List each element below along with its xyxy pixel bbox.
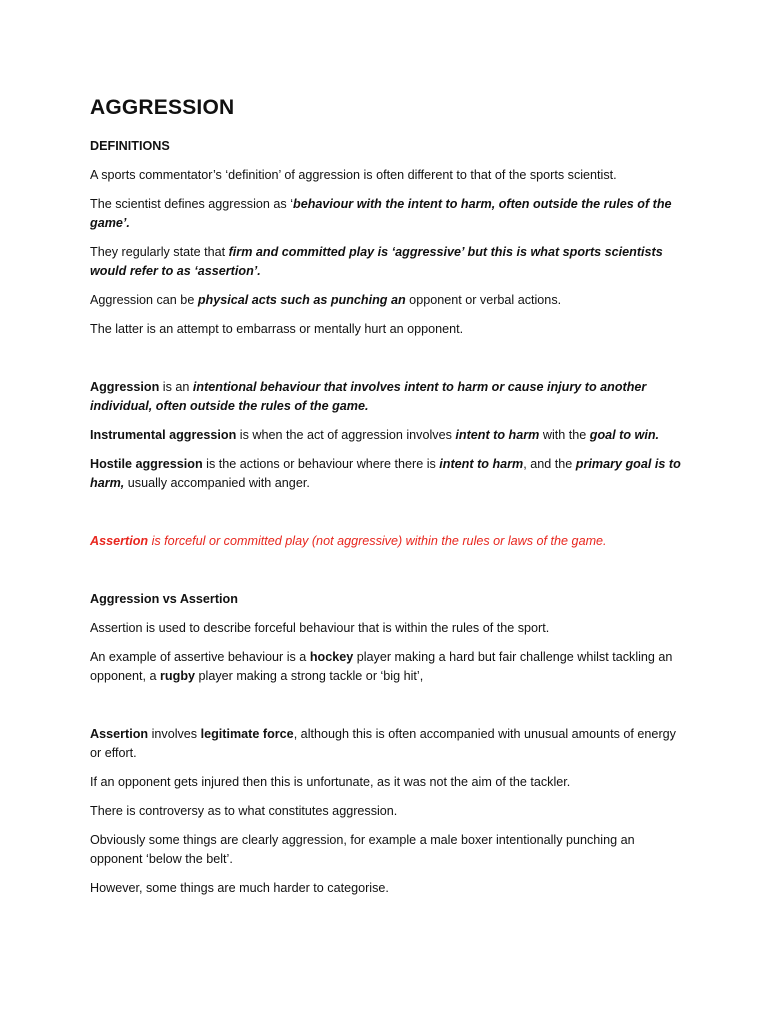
paragraph-latter-embarrass: The latter is an attempt to embarrass or mentally hurt an opponent. [90, 322, 464, 336]
term-run: Assertion [90, 534, 149, 548]
text-run: usually accompanied with anger. [124, 476, 310, 490]
text-run: player making a strong tackle or ‘big hit’, [195, 669, 424, 683]
text-run: opponent or verbal actions. [405, 293, 562, 307]
paragraph-aggression-definition [90, 378, 682, 416]
term-run: rugby [160, 669, 196, 683]
emphasis-run: intent to harm [439, 457, 524, 471]
text-run: is the actions or behaviour where there is [202, 457, 440, 471]
text-run: They regularly state that [90, 245, 229, 259]
emphasis-run: intent to harm [455, 428, 540, 442]
paragraph-assertion-forceful: Assertion is used to describe forceful behaviour that is within the rules of the sport. [90, 621, 550, 635]
definitions-heading: DEFINITIONS [90, 139, 170, 153]
text-run: is an [159, 380, 193, 394]
text-run: is forceful or committed play (not aggressive) within the rules or laws of the game. [148, 534, 607, 548]
paragraph-scientist-definition [90, 195, 682, 233]
text-run: , and the [523, 457, 576, 471]
paragraph-legitimate-force [90, 725, 682, 763]
text-run: Aggression can be [90, 293, 198, 307]
page-title: AGGRESSION [90, 96, 235, 119]
paragraph-physical-acts [90, 291, 682, 310]
text-run: An example of assertive behaviour is a [90, 650, 310, 664]
text-run: , although this is often accompanied with unusual amounts of energy or effort. [90, 727, 676, 760]
document-page [90, 0, 682, 1024]
paragraph-controversy: There is controversy as to what constitutes aggression. [90, 804, 398, 818]
paragraph-hostile-aggression [90, 455, 682, 493]
text-run: with the [539, 428, 590, 442]
term-run: hockey [309, 650, 354, 664]
text-run: player making a hard but fair challenge whilst tackling an opponent, a [90, 650, 673, 683]
emphasis-run: behaviour with the intent to harm, often outside the rules of the game’. [90, 197, 672, 230]
emphasis-run: primary goal is to harm, [90, 457, 681, 490]
text-run: is when the act of aggression involves [236, 428, 456, 442]
emphasis-run: physical acts such as punching an [197, 293, 406, 307]
aggression-vs-assertion-heading: Aggression vs Assertion [90, 592, 238, 606]
emphasis-run: goal to win. [589, 428, 660, 442]
term-run: Assertion [90, 727, 149, 741]
paragraph-instrumental-aggression [90, 426, 682, 445]
paragraph-harder-to-categorise: However, some things are much harder to categorise. [90, 881, 389, 895]
term-run: legitimate force [200, 727, 294, 741]
paragraph-assertion-definition [90, 532, 682, 551]
text-run: The scientist defines aggression as ‘ [90, 197, 294, 211]
paragraph-commentator-definition: A sports commentator’s ‘definition’ of aggression is often different to that of the sports scientist. [90, 168, 617, 182]
emphasis-run: firm and committed play is ‘aggressive’ but this is what sports scientists would refer to as ‘assertion’. [90, 245, 663, 278]
paragraph-opponent-injured: If an opponent gets injured then this is unfortunate, as it was not the aim of the tackler. [90, 775, 571, 789]
paragraph-assertive-example [90, 648, 682, 686]
term-run: Aggression [90, 380, 160, 394]
paragraph-boxer-example: Obviously some things are clearly aggression, for example a male boxer intentionally punching an opponent ‘below the belt’. [90, 833, 635, 866]
emphasis-run: intentional behaviour that involves intent to harm or cause injury to another individual, often outside the rules of the game. [90, 380, 647, 413]
term-run: Hostile aggression [90, 457, 203, 471]
term-run: Instrumental aggression [90, 428, 237, 442]
paragraph-firm-committed-play [90, 243, 682, 281]
text-run: involves [148, 727, 201, 741]
